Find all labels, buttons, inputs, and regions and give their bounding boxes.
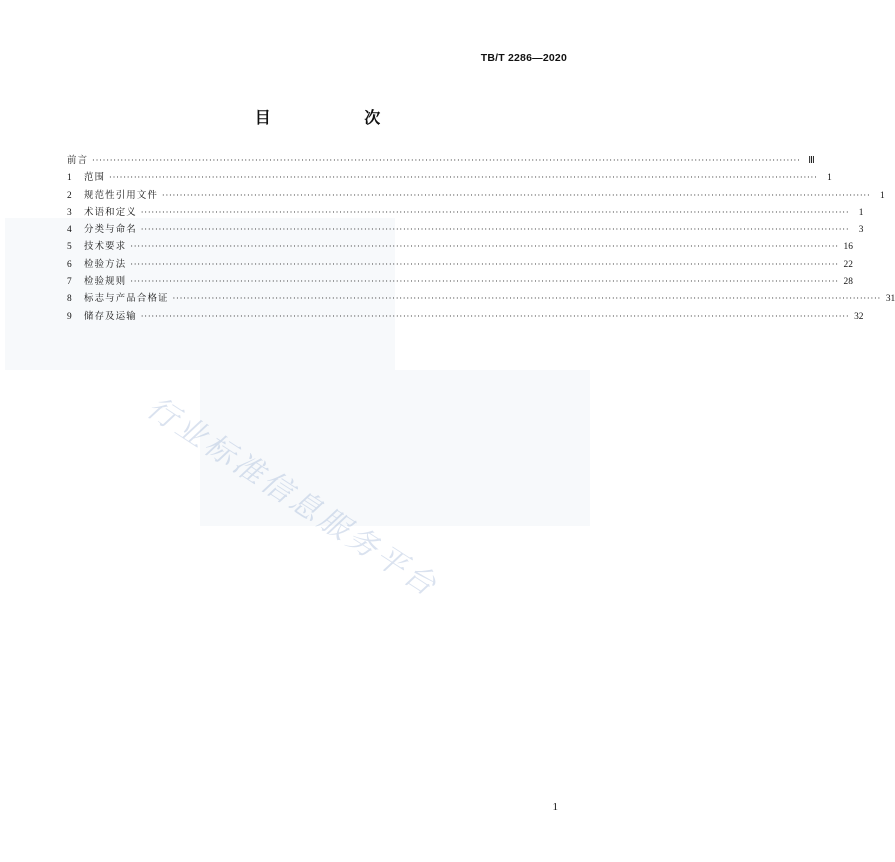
- toc-entry[interactable]: [67, 204, 864, 221]
- toc-entry-page: 1: [827, 173, 832, 184]
- toc-entry[interactable]: [67, 273, 853, 290]
- toc-entry-page: Ⅲ: [808, 156, 815, 166]
- toc-dot-leader: ········································································································································································································: [140, 207, 850, 217]
- toc-dot-leader: ········································································································································································································: [109, 173, 818, 183]
- page-title: 目 次: [254, 108, 425, 127]
- toc-entry-page: 3: [858, 225, 864, 236]
- toc-entry-label: 标志与产品合格证: [84, 293, 169, 305]
- toc-entry-number: 4: [67, 225, 72, 236]
- toc-entry[interactable]: [67, 221, 864, 238]
- toc-entry-number: 8: [67, 294, 72, 305]
- toc-dot-leader: ········································································································································································································: [130, 259, 839, 269]
- toc-entry-page: 32: [854, 311, 864, 322]
- toc-dot-leader: ········································································································································································································: [140, 225, 850, 235]
- toc-entry-page: 16: [843, 242, 853, 253]
- table-of-contents: [67, 152, 895, 325]
- toc-entry[interactable]: [67, 290, 895, 307]
- toc-dot-leader: ········································································································································································································: [130, 277, 839, 287]
- toc-entry-page: 28: [843, 277, 853, 288]
- standard-code: TB/T 2286—2020: [480, 52, 567, 64]
- toc-entry-page: 1: [879, 190, 885, 201]
- toc-entry-label: 检验规则: [84, 276, 127, 288]
- toc-dot-leader: ········································································································································································································: [140, 311, 850, 321]
- toc-entry-label: 范围: [84, 172, 106, 184]
- toc-entry-number: 3: [67, 207, 72, 218]
- toc-entry[interactable]: [67, 169, 832, 186]
- toc-entry-label: 检验方法: [84, 258, 127, 270]
- toc-entry-number: 6: [67, 259, 72, 270]
- watermark-band: [200, 370, 590, 526]
- toc-entry-number: 7: [67, 277, 72, 288]
- toc-dot-leader: ········································································································································································································: [130, 242, 839, 252]
- toc-entry-number: 1: [67, 173, 72, 184]
- toc-dot-leader: ········································································································································································································: [92, 156, 801, 165]
- toc-entry[interactable]: [67, 256, 853, 273]
- toc-entry[interactable]: [67, 308, 864, 325]
- toc-entry-number: 5: [67, 242, 72, 253]
- toc-entry-label: 规范性引用文件: [84, 189, 159, 201]
- toc-entry-number: 9: [67, 311, 72, 322]
- toc-dot-leader: ········································································································································································································: [172, 294, 882, 304]
- toc-entry[interactable]: [67, 152, 815, 169]
- toc-entry-label: 储存及运输: [84, 310, 137, 322]
- toc-entry-label: 前言: [67, 155, 89, 166]
- toc-entry[interactable]: [67, 187, 885, 204]
- toc-entry-label: 术语和定义: [84, 206, 137, 218]
- toc-entry-page: 22: [843, 259, 853, 270]
- watermark-text: 行业标准信息服务平台: [140, 390, 445, 605]
- toc-entry-page: 31: [885, 294, 895, 305]
- toc-entry[interactable]: [67, 238, 853, 255]
- toc-entry-label: 分类与命名: [84, 224, 137, 236]
- page-number: 1: [552, 801, 558, 813]
- toc-entry-number: 2: [67, 190, 72, 201]
- toc-dot-leader: ········································································································································································································: [162, 190, 871, 200]
- toc-entry-label: 技术要求: [84, 241, 127, 253]
- toc-entry-page: 1: [858, 207, 864, 218]
